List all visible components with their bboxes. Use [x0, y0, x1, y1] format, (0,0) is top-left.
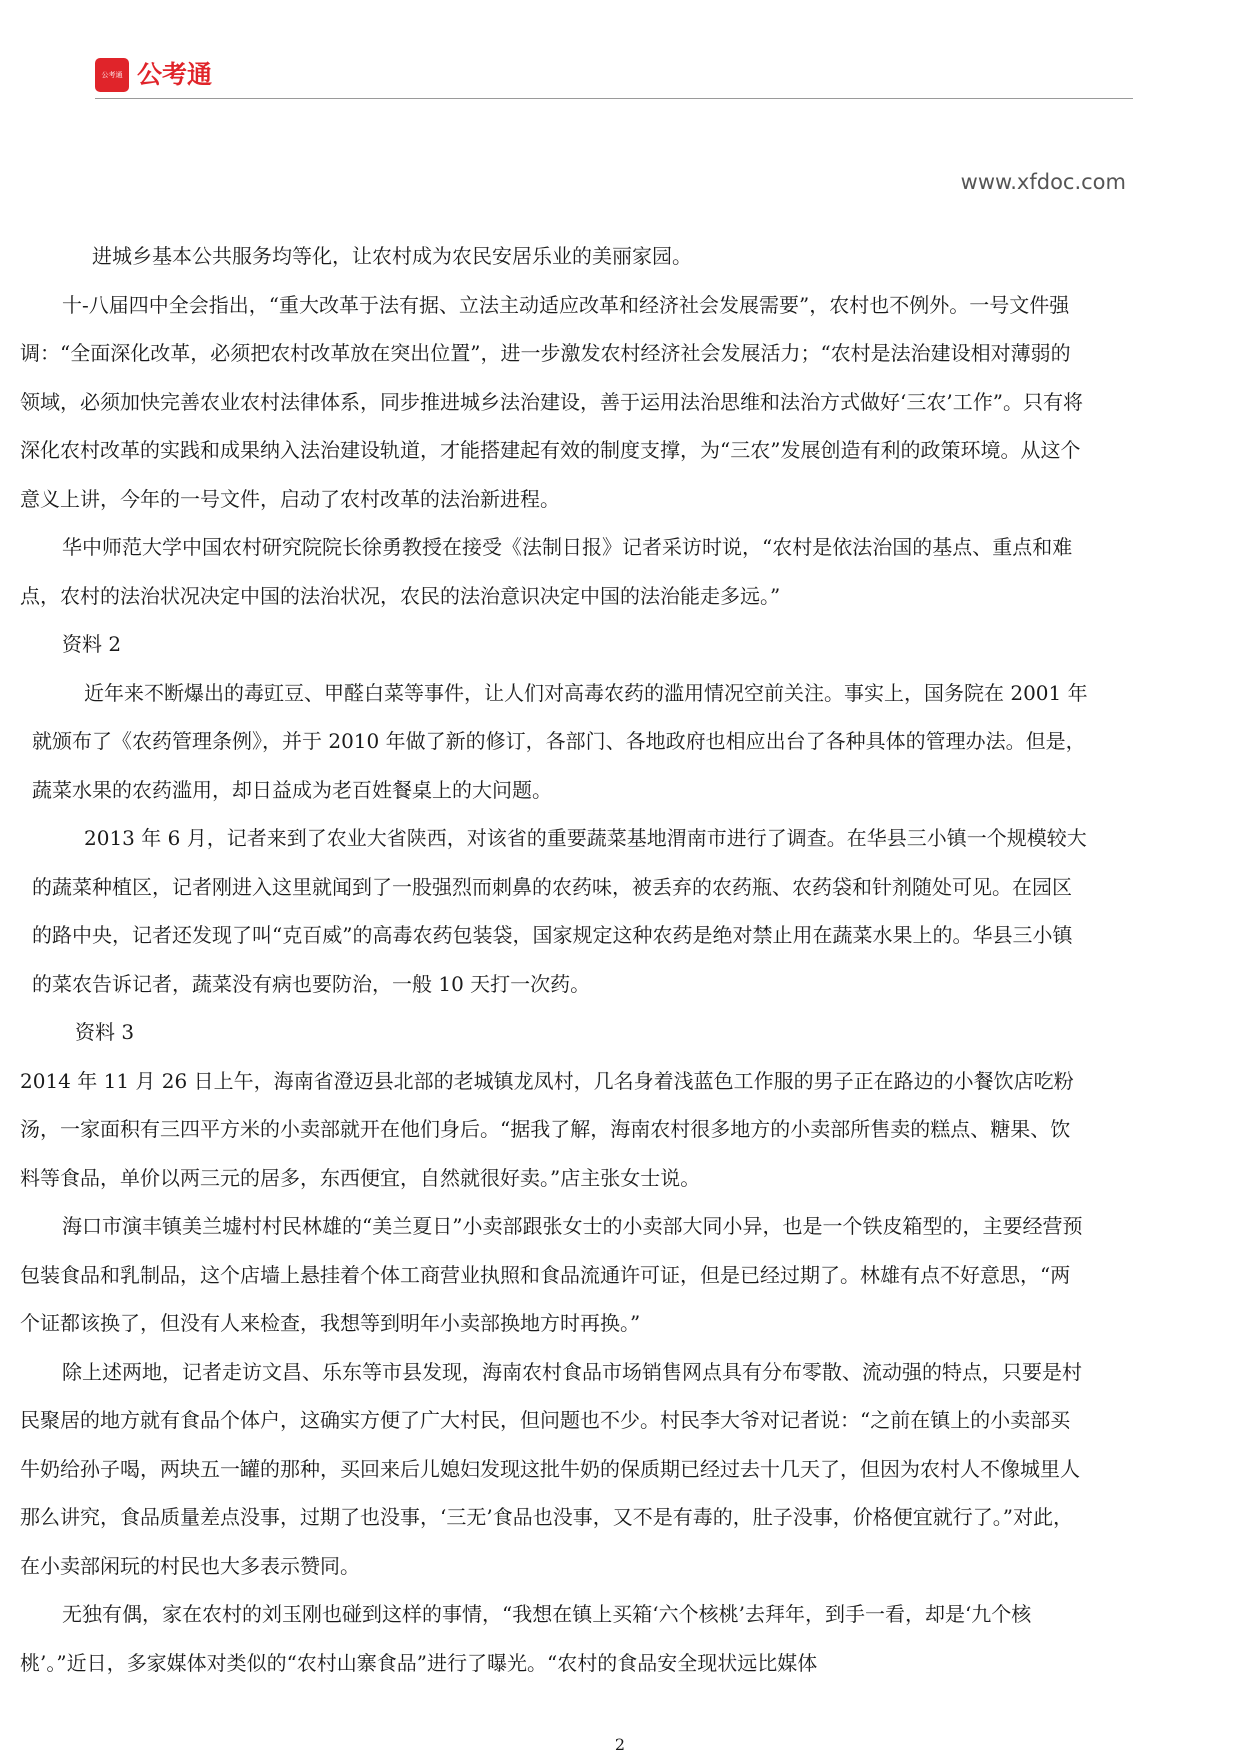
paragraph: 华中师范大学中国农村研究院院长徐勇教授在接受《法制日报》记者采访时说，“农村是依法治国的基点、重点和难点，农村的法治状况决定中国的法治状况，农民的法治意识决定中国的法治能走多远。”	[20, 535, 1073, 608]
paragraph: 近年来不断爆出的毒豇豆、甲醛白菜等事件，让人们对高毒农药的滥用情况空前关注。事实上，国务院在 2001 年就颁布了《农药管理条例》，并于 2010 年做了新的修订，各部门、各地政府也相应出台了各种具体的管理办法。但是，蔬菜水果的农药滥用，却日益成为老百姓餐桌上的大问题。	[32, 680, 1088, 802]
paragraph: 除上述两地，记者走访文昌、乐东等市县发现，海南农村食品市场销售网点具有分布零散、流动强的特点，只要是村民聚居的地方就有食品个体户，这确实方便了广大村民，但问题也不少。村民李大爷对记者说：“之前在镇上的小卖部买牛奶给孙子喝，两块五一罐的那种，买回来后儿媳妇发现这批牛奶的保质期已经过去十几天了，但因为农村人不像城里人那么讲究，食品质量差点没事，过期了也没事，‘三无’食品也没事，又不是有毒的，肚子没事，价格便宜就行了。”对此，在小卖部闲玩的村民也大多表示赞同。	[20, 1359, 1082, 1578]
site-url: www.xfdoc.com	[960, 170, 1126, 194]
paragraph: 2014 年 11 月 26 日上午，海南省澄迈县北部的老城镇龙凤村，几名身着浅蓝色工作服的男子正在路边的小餐饮店吃粉汤，一家面积有三四平方米的小卖部就开在他们身后。“据我了解，海南农村很多地方的小卖部所售卖的糕点、糖果、饮料等食品，单价以两三元的居多，东西便宜，自然就很好卖。”店主张女士说。	[20, 1068, 1074, 1190]
section-heading: 资料 2	[62, 632, 122, 656]
section-heading: 资料 3	[75, 1020, 135, 1044]
page-number: 2	[614, 1735, 626, 1754]
paragraph: 2013 年 6 月，记者来到了农业大省陕西，对该省的重要蔬菜基地渭南市进行了调查。在华县三小镇一个规模较大的蔬菜种植区，记者刚进入这里就闻到了一股强烈而刺鼻的农药味，被丢弃的农药瓶、农药袋和针剂随处可见。在园区的路中央，记者还发现了叫“克百威”的高毒农药包装袋，国家规定这种农药是绝对禁止用在蔬菜水果上的。华县三小镇的菜农告诉记者，蔬菜没有病也要防治，一般 10 天打一次药。	[32, 826, 1087, 996]
logo-text: 公考通	[137, 60, 213, 89]
logo-badge: 公考通	[95, 58, 129, 92]
page-header	[95, 58, 1133, 99]
paragraph: 进城乡基本公共服务均等化，让农村成为农民安居乐业的美丽家园。	[92, 244, 692, 268]
paragraph: 十-八届四中全会指出，“重大改革于法有据、立法主动适应改革和经济社会发展需要”，农村也不例外。一号文件强调：“全面深化改革，必须把农村改革放在突出位置”，进一步激发农村经济社会发展活力；“农村是法治建设相对薄弱的领域，必须加快完善农业农村法律体系，同步推进城乡法治建设，善于运用法治思维和法治方式做好‘三农’工作”。只有将深化农村改革的实践和成果纳入法治建设轨道，才能搭建起有效的制度支撑，为“三农”发展创造有利的政策环境。从这个意义上讲，今年的一号文件，启动了农村改革的法治新进程。	[20, 292, 1083, 511]
document-body	[20, 232, 1090, 1687]
paragraph: 海口市演丰镇美兰墟村村民林雄的“美兰夏日”小卖部跟张女士的小卖部大同小异，也是一个铁皮箱型的，主要经营预包装食品和乳制品，这个店墙上悬挂着个体工商营业执照和食品流通许可证，但是已经过期了。林雄有点不好意思，“两个证都该换了，但没有人来检查，我想等到明年小卖部换地方时再换。”	[20, 1214, 1083, 1335]
paragraph: 无独有偶，家在农村的刘玉刚也碰到这样的事情，“我想在镇上买箱‘六个核桃’去拜年，到手一看，却是‘九个核桃’。”近日，多家媒体对类似的“农村山寨食品”进行了曝光。“农村的食品安全现状远比媒体	[20, 1602, 1032, 1675]
